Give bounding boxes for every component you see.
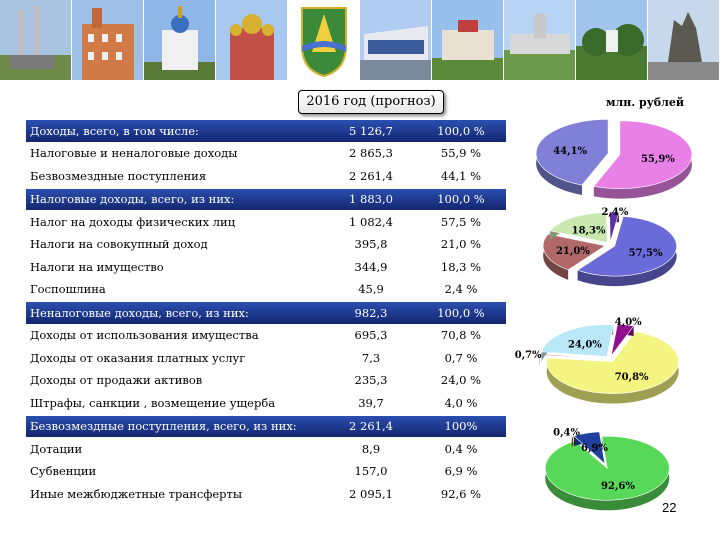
page-number: 22 bbox=[662, 500, 677, 515]
row-percent: 2,4 % bbox=[416, 278, 506, 301]
section-header-total bbox=[26, 119, 506, 142]
table-row bbox=[26, 211, 506, 234]
section-header-grants bbox=[26, 415, 506, 438]
section-header-tax bbox=[26, 188, 506, 211]
row-amount: 1 883,0 bbox=[326, 188, 416, 211]
row-label: Налоги на совокупный доход bbox=[26, 233, 326, 256]
row-percent: 100,0 % bbox=[416, 119, 506, 142]
row-amount: 235,3 bbox=[326, 369, 416, 392]
table-row bbox=[26, 233, 506, 256]
table-row bbox=[26, 438, 506, 461]
row-label: Дотации bbox=[26, 438, 326, 461]
row-amount: 2 095,1 bbox=[326, 483, 416, 506]
banner-photo-church-1 bbox=[144, 0, 216, 80]
row-amount: 157,0 bbox=[326, 460, 416, 483]
banner-photo-building bbox=[72, 0, 144, 80]
row-label: Неналоговые доходы, всего, из них: bbox=[26, 301, 326, 324]
banner-photo-city bbox=[0, 0, 72, 80]
row-amount: 39,7 bbox=[326, 392, 416, 415]
table-row bbox=[26, 483, 506, 506]
row-label: Доходы от оказания платных услуг bbox=[26, 347, 326, 370]
pie-slice-label: 21,0% bbox=[555, 245, 590, 257]
row-label: Иные межбюджетные трансферты bbox=[26, 483, 326, 506]
row-percent: 18,3 % bbox=[416, 256, 506, 279]
row-percent: 57,5 % bbox=[416, 211, 506, 234]
pie-slice-label: 2,4% bbox=[601, 207, 629, 218]
pie-slice-label: 0,7% bbox=[514, 349, 542, 361]
pie-slice-label: 92,6% bbox=[601, 480, 635, 492]
table-row bbox=[26, 278, 506, 301]
banner-photo-monument bbox=[648, 0, 720, 80]
page-title: 2016 год (прогноз) bbox=[298, 90, 444, 114]
row-amount: 8,9 bbox=[326, 438, 416, 461]
pie-slice-label: 57,5% bbox=[628, 248, 663, 260]
row-percent: 4,0 % bbox=[416, 392, 506, 415]
banner-coat-of-arms bbox=[288, 0, 360, 80]
pie-slice-label: 55,9% bbox=[640, 153, 675, 165]
banner-photo-theatre bbox=[360, 0, 432, 80]
banner-photo-park bbox=[576, 0, 648, 80]
row-amount: 7,3 bbox=[326, 347, 416, 370]
table-row bbox=[26, 347, 506, 370]
row-label: Доходы, всего, в том числе: bbox=[26, 119, 326, 142]
pie-slice-label: 70,8% bbox=[614, 371, 649, 383]
banner-photo-embankment bbox=[504, 0, 576, 80]
row-amount: 1 082,4 bbox=[326, 211, 416, 234]
pie-chart-tax bbox=[510, 205, 710, 295]
row-amount: 2 865,3 bbox=[326, 142, 416, 165]
budget-table bbox=[26, 118, 506, 506]
row-label: Налоги на имущество bbox=[26, 256, 326, 279]
row-percent: 0,7 % bbox=[416, 347, 506, 370]
photo-banner bbox=[0, 0, 720, 80]
table-row bbox=[26, 369, 506, 392]
row-percent: 100% bbox=[416, 415, 506, 438]
table-row bbox=[26, 460, 506, 483]
row-label: Безвозмездные поступления bbox=[26, 165, 326, 188]
pie-slice-label: 24,0% bbox=[567, 339, 602, 351]
table-row bbox=[26, 142, 506, 165]
pie-chart-total bbox=[514, 112, 714, 202]
table-row bbox=[26, 256, 506, 279]
pie-slice-label: 18,3% bbox=[571, 225, 606, 237]
row-percent: 44,1 % bbox=[416, 165, 506, 188]
pie-slice-label: 4,0% bbox=[614, 317, 642, 328]
row-percent: 24,0 % bbox=[416, 369, 506, 392]
banner-photo-square bbox=[432, 0, 504, 80]
row-amount: 395,8 bbox=[326, 233, 416, 256]
pie-slice-label: 0,4% bbox=[553, 427, 581, 439]
table-row bbox=[26, 392, 506, 415]
row-label: Доходы от использования имущества bbox=[26, 324, 326, 347]
section-header-nontax bbox=[26, 301, 506, 324]
row-percent: 55,9 % bbox=[416, 142, 506, 165]
row-amount: 5 126,7 bbox=[326, 119, 416, 142]
pie-chart-nontax bbox=[510, 315, 710, 410]
row-label: Безвозмездные поступления, всего, из них: bbox=[26, 415, 326, 438]
row-percent: 100,0 % bbox=[416, 301, 506, 324]
row-percent: 100,0 % bbox=[416, 188, 506, 211]
row-percent: 70,8 % bbox=[416, 324, 506, 347]
row-amount: 344,9 bbox=[326, 256, 416, 279]
table-row bbox=[26, 324, 506, 347]
table-row bbox=[26, 165, 506, 188]
row-percent: 6,9 % bbox=[416, 460, 506, 483]
row-amount: 45,9 bbox=[326, 278, 416, 301]
row-label: Налоговые доходы, всего, из них: bbox=[26, 188, 326, 211]
row-amount: 982,3 bbox=[326, 301, 416, 324]
row-amount: 2 261,4 bbox=[326, 415, 416, 438]
banner-photo-church-2 bbox=[216, 0, 288, 80]
row-label: Госпошлина bbox=[26, 278, 326, 301]
row-percent: 21,0 % bbox=[416, 233, 506, 256]
row-percent: 92,6 % bbox=[416, 483, 506, 506]
row-label: Субвенции bbox=[26, 460, 326, 483]
pie-slice-label: 44,1% bbox=[553, 146, 588, 158]
row-amount: 2 261,4 bbox=[326, 165, 416, 188]
row-label: Штрафы, санкции , возмещение ущерба bbox=[26, 392, 326, 415]
row-amount: 695,3 bbox=[326, 324, 416, 347]
row-label: Доходы от продажи активов bbox=[26, 369, 326, 392]
row-label: Налог на доходы физических лиц bbox=[26, 211, 326, 234]
row-percent: 0,4 % bbox=[416, 438, 506, 461]
row-label: Налоговые и неналоговые доходы bbox=[26, 142, 326, 165]
units-label: млн. рублей bbox=[606, 96, 685, 109]
pie-slice-label: 6,9% bbox=[581, 443, 608, 455]
